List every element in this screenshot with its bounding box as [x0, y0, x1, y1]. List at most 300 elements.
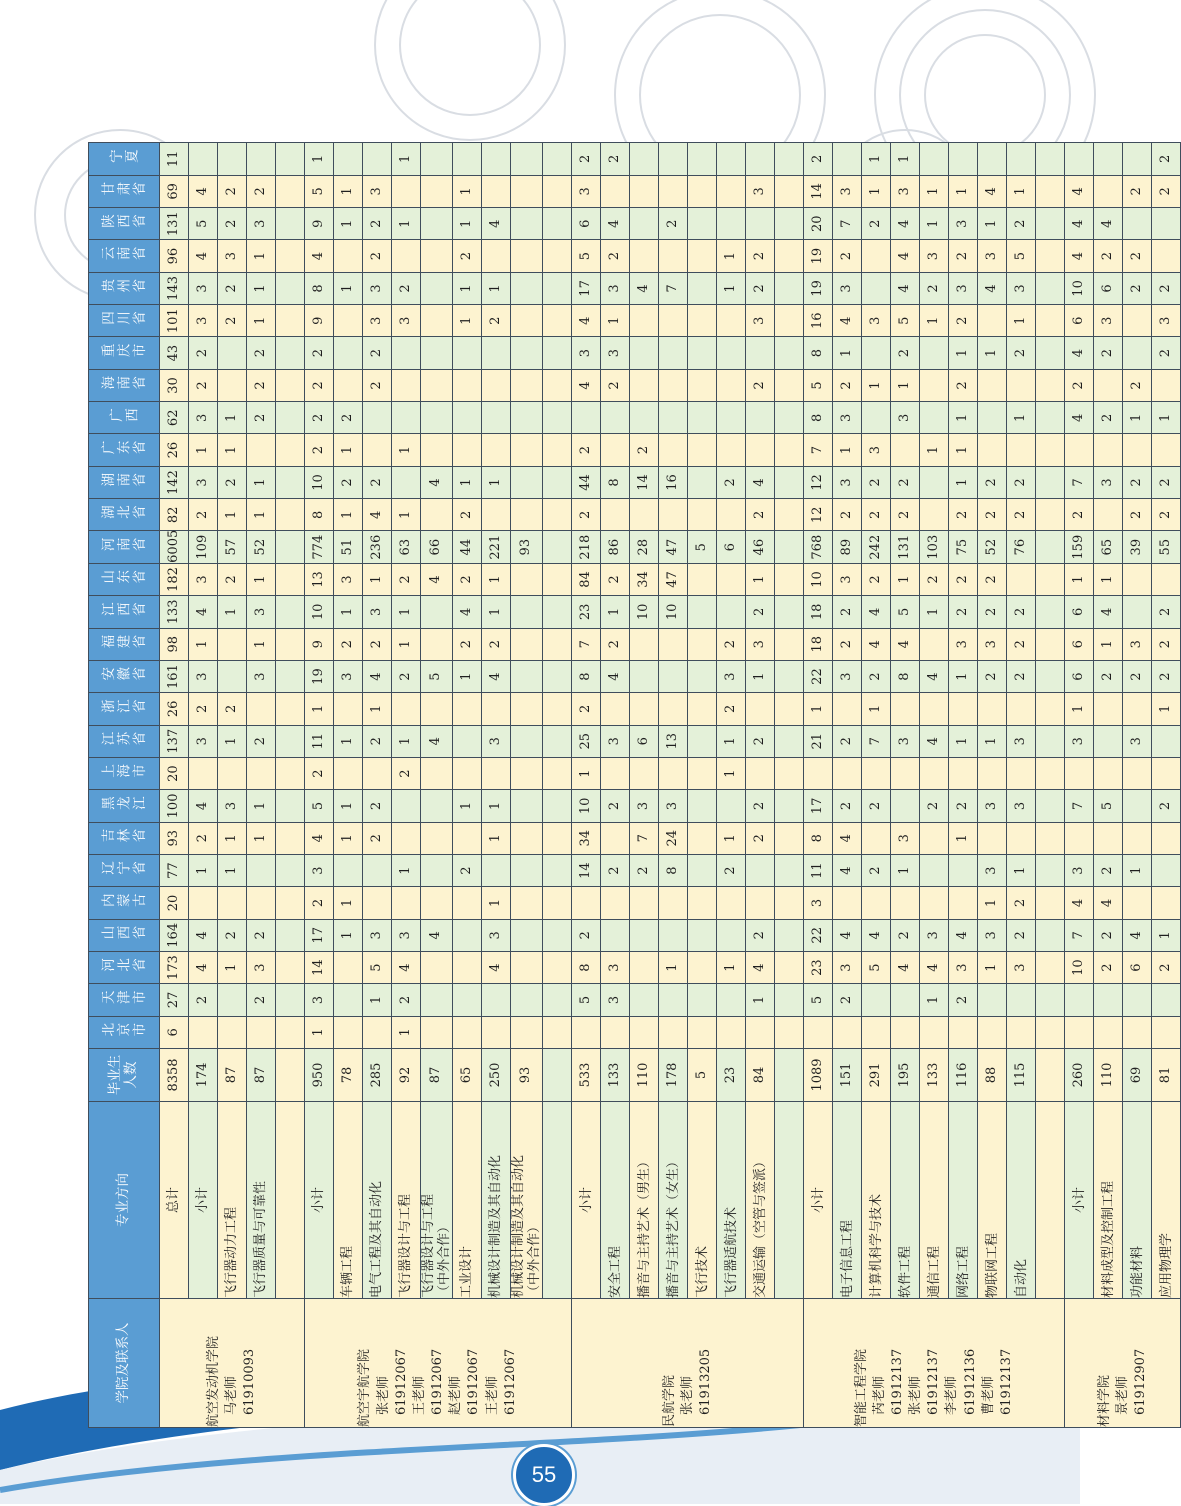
value-cell — [421, 854, 453, 886]
table-row — [891, 143, 920, 1428]
value-cell — [1065, 822, 1094, 854]
value-cell — [688, 175, 717, 207]
value-cell: 4 — [891, 951, 920, 983]
value-cell: 5 — [688, 531, 717, 563]
value-cell — [276, 337, 305, 369]
value-cell: 26 — [160, 693, 189, 725]
value-cell — [543, 402, 572, 434]
value-cell — [334, 951, 363, 983]
header-province: 河北省 — [89, 951, 160, 983]
value-cell: 1 — [305, 143, 334, 176]
value-cell: 103 — [920, 531, 949, 563]
value-cell: 2 — [189, 369, 218, 401]
direction-cell: 电气工程及其自动化 — [363, 1102, 392, 1299]
college-cell — [804, 1299, 1065, 1428]
value-cell — [247, 143, 276, 176]
table-row — [511, 143, 543, 1428]
value-cell: 1 — [949, 725, 978, 757]
direction-cell: 自动化 — [1007, 1102, 1036, 1299]
value-cell: 1 — [920, 208, 949, 240]
value-cell: 3 — [862, 434, 891, 466]
value-cell: 1 — [978, 208, 1007, 240]
value-cell: 2 — [862, 660, 891, 692]
value-cell — [688, 499, 717, 531]
value-cell: 3 — [305, 854, 334, 886]
value-cell: 3 — [1065, 725, 1094, 757]
header-province: 江苏省 — [89, 725, 160, 757]
value-cell — [1123, 757, 1152, 789]
value-cell: 1 — [392, 499, 421, 531]
direction-cell — [775, 1102, 804, 1299]
value-cell: 3 — [572, 337, 601, 369]
value-cell — [1036, 499, 1065, 531]
college-line: 芮老师 — [871, 1375, 887, 1415]
value-cell — [920, 143, 949, 176]
college-line: 61912137 — [889, 1348, 905, 1415]
value-cell: 14 — [305, 951, 334, 983]
header-province: 福建省 — [89, 628, 160, 660]
value-cell — [746, 693, 775, 725]
value-cell — [511, 725, 543, 757]
value-cell: 1 — [949, 434, 978, 466]
value-cell — [630, 143, 659, 176]
value-cell — [363, 402, 392, 434]
college-line: 曹老师 — [980, 1375, 996, 1415]
value-cell: 3 — [1007, 725, 1036, 757]
value-cell: 3 — [601, 951, 630, 983]
value-cell: 8 — [659, 854, 688, 886]
value-cell — [833, 143, 862, 176]
value-cell — [363, 757, 392, 789]
value-cell: 1 — [1007, 402, 1036, 434]
header-province: 贵州省 — [89, 272, 160, 304]
value-cell: 2 — [305, 434, 334, 466]
table-row — [862, 143, 891, 1428]
table-row — [1094, 143, 1123, 1428]
header-province: 海南省 — [89, 369, 160, 401]
value-cell — [218, 369, 247, 401]
value-cell: 1 — [363, 693, 392, 725]
value-cell: 4 — [949, 919, 978, 951]
value-cell: 1 — [247, 272, 276, 304]
value-cell — [543, 725, 572, 757]
value-cell — [1094, 984, 1123, 1016]
total-cell: 88 — [978, 1049, 1007, 1102]
value-cell — [601, 693, 630, 725]
value-cell — [543, 434, 572, 466]
value-cell: 2 — [218, 919, 247, 951]
value-cell — [218, 660, 247, 692]
value-cell: 2 — [363, 822, 392, 854]
value-cell — [949, 1016, 978, 1048]
value-cell: 2 — [334, 628, 363, 660]
value-cell: 1 — [334, 887, 363, 919]
value-cell — [189, 1016, 218, 1048]
table-row — [746, 143, 775, 1428]
value-cell: 1 — [247, 305, 276, 337]
value-cell: 1 — [1007, 854, 1036, 886]
value-cell — [1094, 822, 1123, 854]
value-cell: 1 — [920, 305, 949, 337]
value-cell — [862, 822, 891, 854]
value-cell: 1 — [334, 596, 363, 628]
value-cell: 1 — [746, 660, 775, 692]
value-cell — [659, 143, 688, 176]
value-cell — [511, 563, 543, 595]
value-cell — [511, 628, 543, 660]
college-cell — [1065, 1299, 1181, 1428]
value-cell — [1036, 951, 1065, 983]
value-cell — [482, 757, 511, 789]
value-cell: 2 — [833, 725, 862, 757]
value-cell — [862, 984, 891, 1016]
value-cell: 1 — [334, 175, 363, 207]
value-cell — [276, 563, 305, 595]
value-cell — [421, 305, 453, 337]
value-cell: 2 — [891, 499, 920, 531]
value-cell — [775, 563, 804, 595]
value-cell: 1 — [717, 240, 746, 272]
direction-cell: 通信工程 — [920, 1102, 949, 1299]
value-cell: 1 — [717, 272, 746, 304]
value-cell: 3 — [1123, 628, 1152, 660]
value-cell — [833, 887, 862, 919]
value-cell: 4 — [189, 919, 218, 951]
value-cell: 1 — [862, 693, 891, 725]
value-cell: 2 — [862, 499, 891, 531]
value-cell: 26 — [160, 434, 189, 466]
value-cell: 4 — [421, 725, 453, 757]
value-cell — [1007, 822, 1036, 854]
value-cell: 3 — [363, 919, 392, 951]
value-cell — [688, 240, 717, 272]
value-cell — [688, 337, 717, 369]
value-cell — [891, 887, 920, 919]
value-cell: 2 — [949, 499, 978, 531]
value-cell: 4 — [1094, 596, 1123, 628]
value-cell: 30 — [160, 369, 189, 401]
value-cell: 2 — [482, 305, 511, 337]
value-cell — [775, 919, 804, 951]
value-cell — [920, 337, 949, 369]
table-row — [630, 143, 659, 1428]
value-cell: 218 — [572, 531, 601, 563]
value-cell: 9 — [305, 208, 334, 240]
total-cell: 285 — [363, 1049, 392, 1102]
total-cell: 87 — [218, 1049, 247, 1102]
value-cell — [482, 369, 511, 401]
value-cell — [543, 984, 572, 1016]
value-cell: 4 — [862, 596, 891, 628]
value-cell: 1 — [247, 790, 276, 822]
value-cell: 1 — [717, 725, 746, 757]
value-cell — [572, 1016, 601, 1048]
value-cell — [511, 240, 543, 272]
value-cell: 2 — [1152, 466, 1181, 498]
value-cell: 2 — [891, 466, 920, 498]
value-cell — [363, 143, 392, 176]
value-cell — [688, 466, 717, 498]
value-cell: 7 — [572, 628, 601, 660]
value-cell: 34 — [572, 822, 601, 854]
value-cell: 1 — [949, 660, 978, 692]
value-cell — [543, 466, 572, 498]
value-cell: 3 — [334, 660, 363, 692]
value-cell — [891, 757, 920, 789]
value-cell — [1036, 693, 1065, 725]
college-line: 61912067 — [430, 1348, 446, 1415]
value-cell: 2 — [601, 369, 630, 401]
value-cell: 1 — [247, 822, 276, 854]
value-cell: 2 — [746, 790, 775, 822]
value-cell — [775, 887, 804, 919]
value-cell: 7 — [862, 725, 891, 757]
value-cell: 1 — [949, 822, 978, 854]
college-line: 景老师 — [1114, 1375, 1130, 1415]
value-cell: 1 — [218, 951, 247, 983]
value-cell: 2 — [392, 984, 421, 1016]
value-cell: 3 — [601, 984, 630, 1016]
value-cell: 4 — [746, 951, 775, 983]
value-cell: 3 — [363, 175, 392, 207]
value-cell: 1 — [1065, 693, 1094, 725]
value-cell — [920, 1016, 949, 1048]
value-cell: 14 — [630, 466, 659, 498]
total-cell: 81 — [1152, 1049, 1181, 1102]
value-cell — [688, 369, 717, 401]
value-cell: 1 — [482, 596, 511, 628]
value-cell: 6 — [1065, 628, 1094, 660]
value-cell — [276, 984, 305, 1016]
value-cell — [688, 854, 717, 886]
value-cell: 1 — [1152, 402, 1181, 434]
value-cell: 55 — [1152, 531, 1181, 563]
value-cell: 2 — [392, 272, 421, 304]
direction-cell: 播音与主持艺术（男生） — [630, 1102, 659, 1299]
table-row — [717, 143, 746, 1428]
value-cell: 1 — [453, 305, 482, 337]
value-cell — [421, 499, 453, 531]
value-cell — [421, 143, 453, 176]
value-cell — [421, 272, 453, 304]
value-cell — [1036, 240, 1065, 272]
college-line: 材料学院 — [1096, 1374, 1112, 1427]
value-cell — [218, 984, 247, 1016]
college-line: 智能工程学院 — [853, 1348, 869, 1427]
value-cell — [218, 628, 247, 660]
value-cell — [511, 693, 543, 725]
value-cell — [862, 337, 891, 369]
value-cell: 3 — [891, 822, 920, 854]
value-cell: 3 — [189, 563, 218, 595]
value-cell: 1 — [334, 919, 363, 951]
value-cell — [659, 660, 688, 692]
value-cell — [482, 499, 511, 531]
value-cell: 2 — [218, 175, 247, 207]
value-cell: 1 — [247, 563, 276, 595]
value-cell — [276, 175, 305, 207]
value-cell: 2 — [1007, 919, 1036, 951]
value-cell — [334, 240, 363, 272]
value-cell — [1123, 208, 1152, 240]
value-cell — [1094, 1016, 1123, 1048]
value-cell — [717, 434, 746, 466]
value-cell: 2 — [1123, 272, 1152, 304]
value-cell: 2 — [1007, 337, 1036, 369]
value-cell: 1 — [891, 854, 920, 886]
value-cell: 65 — [1094, 531, 1123, 563]
value-cell: 2 — [833, 984, 862, 1016]
value-cell: 2 — [247, 175, 276, 207]
value-cell: 2 — [482, 628, 511, 660]
value-cell: 9 — [305, 628, 334, 660]
value-cell — [543, 369, 572, 401]
total-cell: 110 — [630, 1049, 659, 1102]
value-cell — [949, 887, 978, 919]
value-cell — [218, 337, 247, 369]
value-cell — [1152, 369, 1181, 401]
value-cell — [775, 1016, 804, 1048]
value-cell: 3 — [833, 466, 862, 498]
table-row — [160, 143, 189, 1428]
value-cell — [421, 596, 453, 628]
value-cell — [421, 822, 453, 854]
value-cell — [1065, 757, 1094, 789]
value-cell: 1 — [482, 466, 511, 498]
value-cell: 8 — [804, 402, 833, 434]
value-cell — [421, 337, 453, 369]
value-cell: 1 — [453, 790, 482, 822]
value-cell: 173 — [160, 951, 189, 983]
value-cell: 1 — [305, 693, 334, 725]
value-cell: 12 — [804, 466, 833, 498]
value-cell: 75 — [949, 531, 978, 563]
value-cell — [630, 499, 659, 531]
table-row — [363, 143, 392, 1428]
value-cell: 19 — [305, 660, 334, 692]
value-cell: 2 — [862, 854, 891, 886]
value-cell — [1007, 757, 1036, 789]
value-cell — [421, 208, 453, 240]
value-cell — [688, 596, 717, 628]
value-cell: 137 — [160, 725, 189, 757]
direction-cell: 机械设计制造及其自动化 （中外合作） — [511, 1102, 543, 1299]
value-cell: 3 — [1123, 725, 1152, 757]
total-cell: 69 — [1123, 1049, 1152, 1102]
value-cell: 1 — [891, 563, 920, 595]
value-cell: 1 — [189, 434, 218, 466]
value-cell — [659, 757, 688, 789]
value-cell: 2 — [189, 984, 218, 1016]
header-province: 甘肃省 — [89, 175, 160, 207]
value-cell — [659, 175, 688, 207]
value-cell — [1152, 208, 1181, 240]
value-cell: 2 — [717, 466, 746, 498]
value-cell: 2 — [978, 596, 1007, 628]
total-cell: 133 — [920, 1049, 949, 1102]
value-cell — [978, 693, 1007, 725]
header-province: 四川省 — [89, 305, 160, 337]
value-cell: 3 — [189, 725, 218, 757]
value-cell — [949, 757, 978, 789]
value-cell — [1123, 887, 1152, 919]
value-cell — [453, 919, 482, 951]
value-cell: 1 — [978, 887, 1007, 919]
value-cell — [543, 563, 572, 595]
total-cell — [1036, 1049, 1065, 1102]
value-cell: 1 — [1007, 175, 1036, 207]
value-cell — [421, 790, 453, 822]
value-cell — [688, 984, 717, 1016]
value-cell — [688, 790, 717, 822]
value-cell: 2 — [1007, 596, 1036, 628]
value-cell: 3 — [1007, 790, 1036, 822]
value-cell — [482, 434, 511, 466]
value-cell: 2 — [949, 369, 978, 401]
value-cell — [746, 208, 775, 240]
value-cell — [717, 887, 746, 919]
value-cell: 2 — [334, 402, 363, 434]
value-cell — [1007, 693, 1036, 725]
value-cell — [276, 822, 305, 854]
direction-cell: 小计 — [305, 1102, 334, 1299]
value-cell: 47 — [659, 531, 688, 563]
value-cell — [1036, 272, 1065, 304]
header-province: 广西 — [89, 402, 160, 434]
value-cell: 2 — [949, 563, 978, 595]
table-row — [659, 143, 688, 1428]
header-province: 云南省 — [89, 240, 160, 272]
value-cell — [247, 693, 276, 725]
value-cell — [862, 887, 891, 919]
value-cell: 17 — [572, 272, 601, 304]
total-cell: 195 — [891, 1049, 920, 1102]
value-cell: 86 — [601, 531, 630, 563]
value-cell: 3 — [978, 240, 1007, 272]
value-cell: 4 — [746, 466, 775, 498]
direction-cell — [276, 1102, 305, 1299]
value-cell — [601, 402, 630, 434]
value-cell — [453, 402, 482, 434]
value-cell — [511, 887, 543, 919]
value-cell: 3 — [833, 402, 862, 434]
value-cell — [978, 402, 1007, 434]
table-row — [1123, 143, 1152, 1428]
value-cell: 4 — [189, 596, 218, 628]
value-cell: 2 — [189, 693, 218, 725]
value-cell: 4 — [920, 951, 949, 983]
value-cell: 2 — [920, 272, 949, 304]
value-cell: 2 — [978, 563, 1007, 595]
value-cell — [688, 757, 717, 789]
value-cell: 3 — [978, 628, 1007, 660]
header-province: 安徽省 — [89, 660, 160, 692]
value-cell: 5 — [189, 208, 218, 240]
value-cell — [659, 887, 688, 919]
header-province: 吉林省 — [89, 822, 160, 854]
value-cell — [949, 854, 978, 886]
value-cell — [218, 757, 247, 789]
value-cell: 4 — [572, 305, 601, 337]
value-cell — [511, 272, 543, 304]
value-cell: 2 — [189, 822, 218, 854]
value-cell: 20 — [160, 887, 189, 919]
value-cell — [543, 175, 572, 207]
value-cell — [511, 175, 543, 207]
value-cell — [775, 951, 804, 983]
value-cell — [1036, 1016, 1065, 1048]
value-cell — [833, 693, 862, 725]
